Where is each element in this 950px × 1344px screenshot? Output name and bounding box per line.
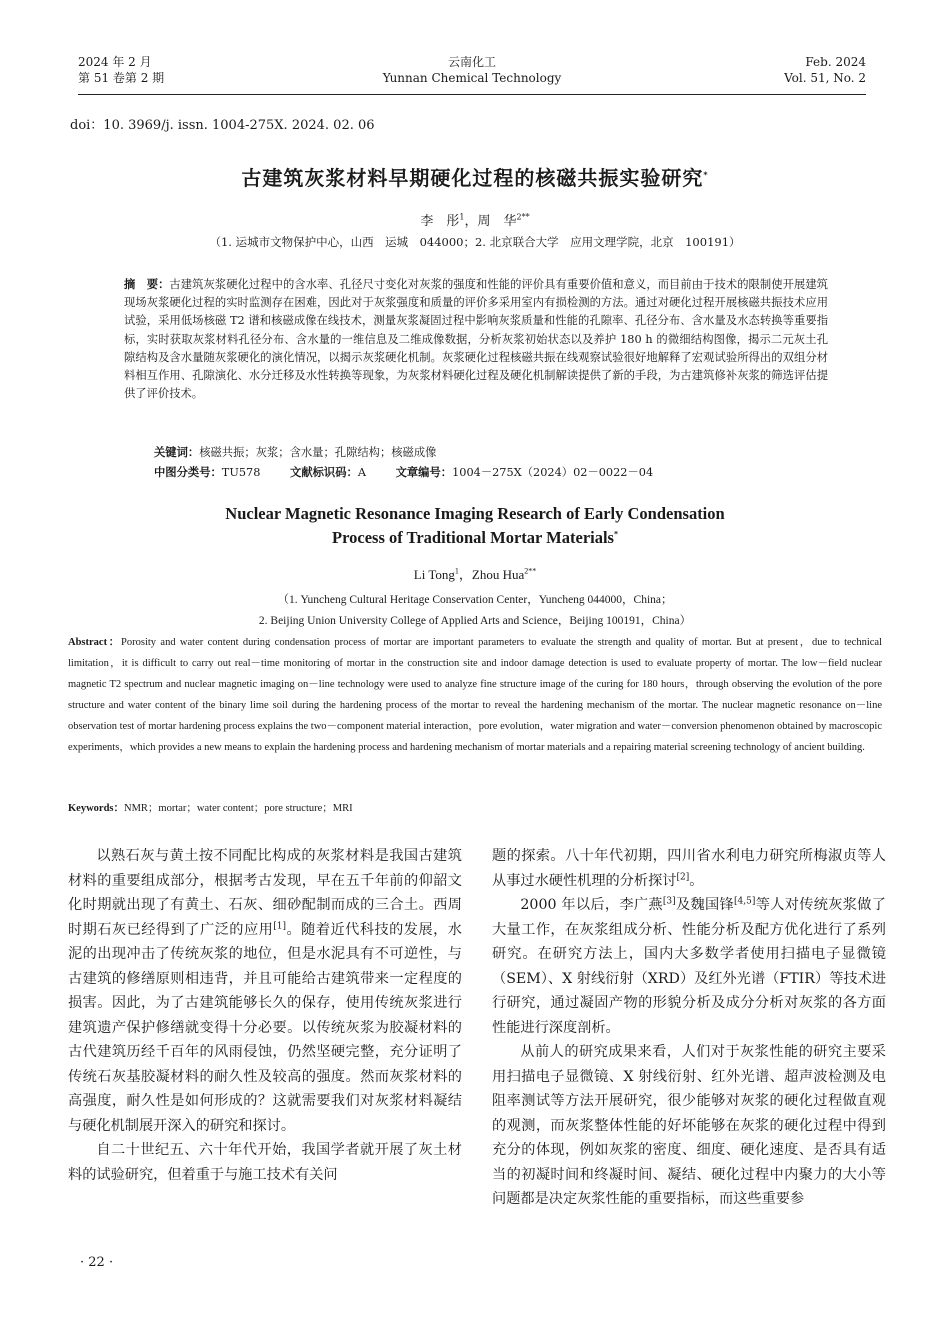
paragraph-text: 以熟石灰与黄土按不同配比构成的灰浆材料是我国古建筑材料的重要组成部分，根据考古发现，早在五千年前的仰韶文化时期就出现了有黄土、石灰、细砂配制而成的三合土。西周时期石灰已经得到了广泛的应用 [68, 848, 462, 938]
citation-link[interactable]: [1] [273, 920, 287, 931]
running-header [78, 54, 866, 88]
citation-link[interactable]: [3] [662, 896, 676, 907]
keywords-en-label: Keywords： [68, 803, 124, 814]
keywords-en [68, 800, 353, 815]
author-1-en: Li Tong [413, 567, 455, 582]
author-2-en: Zhou Hua [471, 567, 525, 582]
affiliation-en-1: （1. Yuncheng Cultural Heritage Conservation Center，Yuncheng 044000，China； [277, 594, 673, 606]
title-cn-text: 古建筑灰浆材料早期硬化过程的核磁共振实验研究 [241, 166, 704, 190]
body-paragraph [68, 844, 462, 1138]
doc-code-label: 文献标识码： [290, 466, 358, 479]
author-2-cn-affil: 2** [516, 212, 530, 222]
authors-en [0, 564, 950, 583]
abstract-cn [124, 276, 828, 403]
article-number-value: 1004－275X（2024）02－0022－04 [452, 466, 654, 479]
citation-link[interactable]: [4,5] [734, 896, 756, 907]
classification-line [154, 464, 679, 480]
author-1-cn-affil: 1 [459, 212, 465, 222]
author-2-en-affil: 2** [524, 566, 537, 576]
doc-code-value: A [357, 466, 366, 479]
author-separator-en: ， [458, 567, 472, 582]
abstract-cn-label: 摘 要： [124, 278, 170, 291]
clc-label: 中图分类号： [154, 466, 222, 479]
title-cn-footnote-mark: * [703, 170, 709, 180]
header-issue-en [784, 54, 866, 86]
authors-cn [0, 210, 950, 229]
abstract-en-label: Abstract： [68, 637, 122, 648]
author-1-cn: 李 彤 [420, 214, 460, 229]
paragraph-text: 及魏国锋 [675, 897, 735, 913]
author-separator-cn: ， [464, 214, 478, 229]
title-en-footnote-mark: * [613, 529, 618, 539]
keywords-cn-label: 关键词： [154, 446, 200, 459]
body-paragraph: 自二十世纪五、六十年代开始，我国学者就开展了灰土材料的试验研究，但着重于与施工技术有关问 [68, 1142, 462, 1183]
body-column-right [492, 844, 886, 1212]
paper-title-cn [0, 162, 950, 191]
page-number: · 22 · [80, 1255, 114, 1270]
title-en-line-2: Process of Traditional Mortar Materials [332, 528, 614, 547]
body-paragraph [492, 893, 886, 1040]
title-en-line-1: Nuclear Magnetic Resonance Imaging Research of Early Condensation [225, 504, 725, 523]
paper-title-en [0, 502, 950, 550]
paragraph-text: 。随着近代科技的发展，水泥的出现冲击了传统灰浆的地位，但是水泥具有不可逆性，与古建筑的修缮原则相违背，并且可能给古建筑带来一定程度的损害。因此，为了古建筑能够长久的保存，使用传统灰浆进行建筑遗产保护修缮就变得十分必要。以传统灰浆为胶凝材料的古代建筑历经千百年的风雨侵蚀，仍然坚硬完整，充分证明了传统石灰基胶凝材料的耐久性及较高的强度。然而灰浆材料的高强度，耐久性是如何形成的？这就需要我们对灰浆材料凝结与硬化机制展开深入的研究和探讨。 [68, 921, 462, 1134]
abstract-en [68, 632, 882, 758]
header-volume-en: Vol. 51, No. 2 [784, 71, 866, 85]
paragraph-text: 。 [689, 872, 704, 889]
doi-line[interactable]: doi：10. 3969/j. issn. 1004-275X. 2024. 02. 06 [70, 118, 375, 133]
header-journal [78, 54, 866, 86]
body-paragraph: 从前人的研究成果来看，人们对于灰浆性能的研究主要采用扫描电子显微镜、X 射线衍射、红外光谱、超声波检测及电阻率测试等方法开展研究，很少能够对灰浆的硬化过程做直观的观测，而灰浆整体性能的好坏能够在灰浆的硬化过程中得到充分的体现，例如灰浆的密度、细度、硬化速度、是否具有适当的初凝时间和终凝时间、凝结、硬化过程中内聚力的大小等问题都是决定灰浆性能的重要指标，而这些重要参 [492, 1044, 886, 1207]
affiliation-en-2: 2. Beijing Union University College of Applied Arts and Science，Beijing 100191，China） [258, 615, 692, 627]
header-journal-en: Yunnan Chemical Technology [382, 71, 562, 85]
affiliations-en [0, 590, 950, 632]
keywords-cn-text: 核磁共振；灰浆；含水量；孔隙结构；核磁成像 [199, 446, 437, 459]
keywords-cn [154, 444, 436, 460]
clc-value: TU578 [221, 466, 261, 479]
header-journal-cn: 云南化工 [447, 55, 496, 69]
paragraph-text: 2000 年以后，李广燕 [520, 897, 663, 913]
header-divider [78, 94, 866, 95]
author-2-cn: 周 华 [477, 214, 517, 229]
article-number-label: 文章编号： [395, 466, 453, 479]
header-date-en: Feb. 2024 [805, 55, 866, 69]
author-1-en-affil: 1 [454, 566, 459, 576]
paragraph-text: 等人对传统灰浆做了大量工作，在灰浆组成分析、性能分析及配方优化进行了系列研究。在研究方法上，国内大多数学者使用扫描电子显微镜（SEM）、X 射线衍射（XRD）及红外光谱（FTIR）等技术进行研究，通过凝固产物的形貌分析及成分分析对灰浆的各方面性能进行深度剖析。 [492, 897, 886, 1036]
abstract-en-text: Porosity and water content during condensation process of mortar are important parameters to evaluate the strength and quality of mortar. But at present，due to technical limitation，it is difficult to carry out real－time monitoring of mortar in the construction site and indoor damage detection is used to evaluate property of mortar. The low－field nuclear magnetic T2 spectrum and nuclear magnetic imaging on－line technology were used to analyze fine structure image of the curing for 180 hours，through observing the evolution of the pore structure and water content of the binary lime soil during the hardening process of the mortar to reveal the hardening mechanism of the mortar. The nuclear magnetic resonance on－line observation test of mortar hardening process explains the two－component material interaction，pore evolution，water migration and water－conversion phenomenon obtained by macroscopic experiments，which provides a new means to explain the hardening process and hardening mechanism of mortar materials and a repairing material screening technology of ancient building. [68, 637, 882, 753]
header-volume-cn: 第 51 卷第 2 期 [78, 71, 165, 85]
body-column-left [68, 844, 462, 1187]
affiliations-cn: （1. 运城市文物保护中心，山西 运城 044000；2. 北京联合大学 应用文理学院，北京 100191） [209, 235, 741, 249]
abstract-cn-text: 古建筑灰浆硬化过程中的含水率、孔径尺寸变化对灰浆的强度和性能的评价具有重要价值和意义，而目前由于技术的限制使开展建筑现场灰浆硬化过程的实时监测存在困难，因此对于灰浆强度和质量的评价多采用室内有损检测的方法。通过对硬化过程开展核磁共振技术应用试验，采用低场核磁 T2 谱和核磁成像在线技术，测量灰浆凝固过程中影响灰浆质量和性能的孔隙率、孔径分布、含水量及水态转换等重要指标，实时获取灰浆材料孔径分布、含水量的一维信息及二维成像数据，分析灰浆初始状态以及养护 180 h 的微细结构图像，揭示二元灰土孔隙结构及含水量随灰浆硬化的演化情况，以揭示灰浆硬化机制。灰浆硬化过程核磁共振在线观察试验很好地解释了宏观试验所得出的双组分材料相互作用、孔隙演化、水分迁移及水性转换等现象，为灰浆材料硬化过程及硬化机制解读提供了新的手段，为古建筑修补灰浆的筛选评估提供了评价技术。 [124, 278, 828, 401]
header-date-cn: 2024 年 2 月 [78, 55, 152, 69]
keywords-en-text: NMR；mortar；water content；pore structure；MRI [124, 803, 353, 814]
paragraph-text: 题的探索。八十年代初期，四川省水利电力研究所梅淑贞等人从事过水硬性机理的分析探讨 [492, 848, 886, 889]
body-paragraph [492, 844, 886, 893]
citation-link[interactable]: [2] [676, 871, 690, 882]
